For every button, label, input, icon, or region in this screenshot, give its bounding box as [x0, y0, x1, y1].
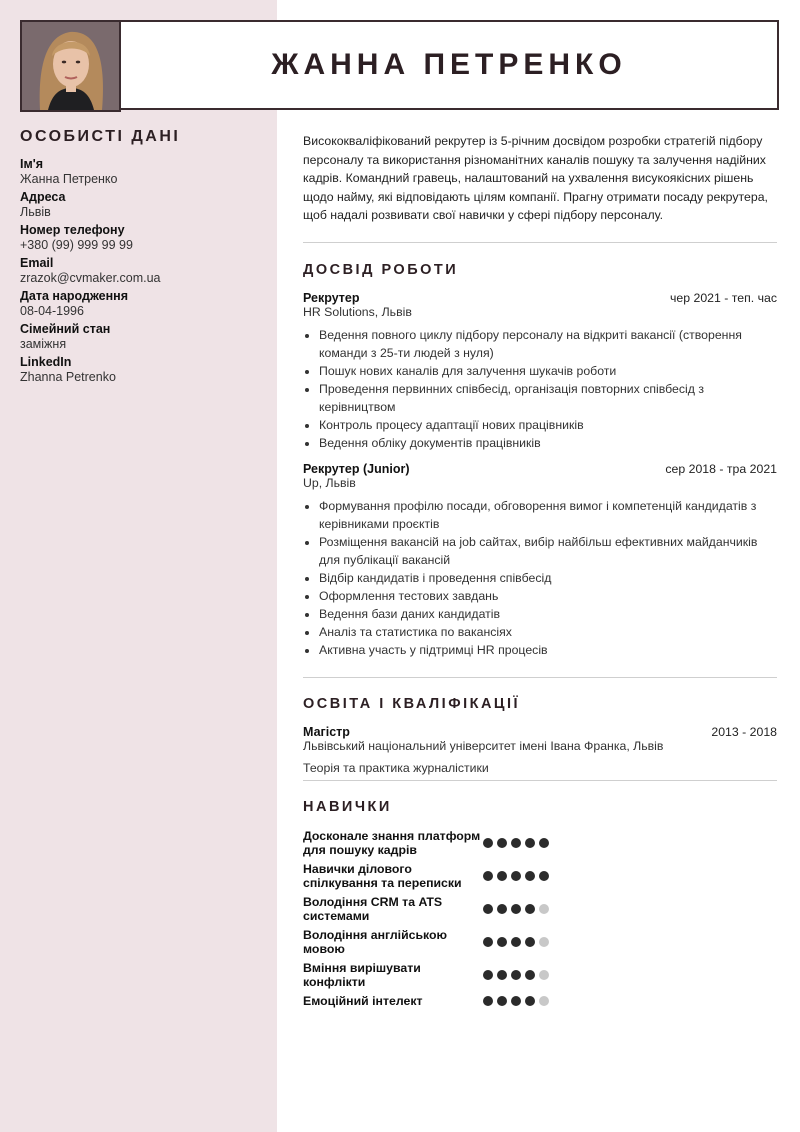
personal-info-label: Адреса — [20, 190, 66, 204]
skill-name: Вміння вирішувати конфлікти — [303, 960, 421, 989]
personal-info-value: заміжня — [20, 337, 67, 351]
job-company: HR Solutions, Львів — [303, 304, 412, 319]
divider — [303, 677, 777, 678]
skill-dot-filled — [525, 838, 535, 848]
skill-dot-empty — [539, 937, 549, 947]
job-title: Рекрутер — [303, 290, 360, 305]
portrait-image — [22, 22, 119, 110]
skill-dot-filled — [525, 970, 535, 980]
personal-info-value: Львів — [20, 205, 51, 219]
skill-dot-filled — [511, 937, 521, 947]
job-duty-item: • Відбір кандидатів і проведення співбесід — [319, 569, 777, 587]
skill-dot-filled — [511, 871, 521, 881]
skill-dot-filled — [525, 904, 535, 914]
job-company: Up, Львів — [303, 475, 356, 490]
education-school: Львівський національний університет імені Івана Франка, Львів — [303, 738, 664, 753]
skill-dot-empty — [539, 996, 549, 1006]
personal-info-item — [20, 190, 265, 220]
skill-dot-filled — [483, 904, 493, 914]
personal-info-section — [20, 128, 265, 388]
skill-dot-filled — [483, 970, 493, 980]
personal-info-item — [20, 157, 265, 187]
job-duty-item: • Проведення первинних співбесід, організація повторних співбесід з керівництвом — [319, 380, 777, 416]
skill-dot-filled — [497, 937, 507, 947]
job-duty-item: • Контроль процесу адаптації нових працівників — [319, 416, 777, 434]
skill-dot-filled — [483, 937, 493, 947]
job-title: Рекрутер (Junior) — [303, 461, 410, 476]
skill-dot-filled — [483, 838, 493, 848]
candidate-name: ЖАННА ПЕТРЕНКО — [271, 48, 627, 81]
skill-name: Навички ділового спілкування та переписки — [303, 861, 462, 890]
education-degree: Магістр — [303, 724, 350, 739]
education-header — [303, 725, 777, 739]
skill-dot-filled — [525, 937, 535, 947]
job-date: чер 2021 - теп. час — [669, 290, 777, 305]
skill-dot-filled — [483, 996, 493, 1006]
skills-title: НАВИЧКИ — [303, 798, 392, 815]
skill-row — [303, 895, 777, 923]
personal-info-label: Дата народження — [20, 289, 128, 303]
job-header — [303, 462, 777, 476]
skill-level-dots — [483, 838, 549, 848]
job-header — [303, 291, 777, 305]
skill-row — [303, 928, 777, 956]
personal-info-item — [20, 289, 265, 319]
job-duty-item: • Ведення обліку документів працівників — [319, 434, 777, 452]
job-duty-item: • Пошук нових каналів для залучення шукачів роботи — [319, 362, 777, 380]
personal-info-item — [20, 322, 265, 352]
profile-photo — [20, 20, 121, 112]
personal-info-value[interactable]: Zhanna Petrenko — [20, 370, 116, 384]
skill-dot-filled — [539, 838, 549, 848]
skill-dot-filled — [497, 838, 507, 848]
job-duty-item: • Аналіз та статистика по вакансіях — [319, 623, 777, 641]
skill-dot-filled — [511, 838, 521, 848]
divider — [303, 780, 777, 781]
skill-dot-filled — [511, 904, 521, 914]
skill-name: Володіння CRM та ATS системами — [303, 894, 443, 923]
skill-level-dots — [483, 937, 549, 947]
skill-dot-filled — [511, 970, 521, 980]
skill-level-dots — [483, 996, 549, 1006]
skill-dot-filled — [497, 904, 507, 914]
skill-dot-empty — [539, 970, 549, 980]
personal-info-label: Номер телефону — [20, 223, 125, 237]
job-date: сер 2018 - тра 2021 — [665, 461, 777, 476]
divider — [303, 242, 777, 243]
personal-info-value: 08-04-1996 — [20, 304, 84, 318]
personal-info-label: LinkedIn — [20, 355, 72, 369]
skill-dot-filled — [497, 996, 507, 1006]
job-duty-item: • Формування профілю посади, обговорення вимог і компетенцій кандидатів з керівниками проєктів — [319, 497, 777, 533]
profile-summary: Висококваліфікований рекрутер із 5-річним досвідом розробки стратегій підбору персоналу та використання різноманітних каналів пошуку та залучення надійних кадрів. Командний гравець, налаштований на ухвалення висукоякісних рішень щодо найму, які відповідають цілям компанії. Прагну отримати посаду рекрутера, щоб надалі розвивати свої навички у сфері підбору персоналу. — [303, 134, 768, 222]
personal-info-item — [20, 355, 265, 385]
personal-info-value[interactable]: zrazok@cvmaker.com.ua — [20, 271, 161, 285]
name-header — [121, 20, 779, 110]
personal-info-label: Ім'я — [20, 157, 43, 171]
skill-level-dots — [483, 871, 549, 881]
skill-dot-empty — [539, 904, 549, 914]
personal-info-label: Сімейний стан — [20, 322, 111, 336]
skill-row — [303, 961, 777, 989]
skills-list — [303, 829, 777, 1008]
skill-row — [303, 994, 777, 1008]
personal-info-item — [20, 256, 265, 286]
skill-dot-filled — [483, 871, 493, 881]
skill-dot-filled — [497, 970, 507, 980]
job-duties — [303, 497, 777, 659]
experience-title: ДОСВІД РОБОТИ — [303, 261, 459, 278]
job-duty-item: • Оформлення тестових завдань — [319, 587, 777, 605]
job-duty-item: • Активна участь у підтримці HR процесів — [319, 641, 777, 659]
job-duties — [303, 326, 777, 452]
skill-name: Досконале знання платформ для пошуку кадрів — [303, 828, 481, 857]
skill-dot-filled — [539, 871, 549, 881]
main-column — [303, 132, 777, 1013]
skill-name: Володіння англійською мовою — [303, 927, 448, 956]
job-entry — [303, 291, 777, 452]
job-entry — [303, 462, 777, 659]
personal-info-list — [20, 157, 265, 385]
personal-info-value: Жанна Петренко — [20, 172, 118, 186]
personal-info-title: ОСОБИСТІ ДАНІ — [20, 128, 181, 145]
education-subject: Теорія та практика журналістики — [303, 760, 489, 775]
job-duty-item: • Ведення бази даних кандидатів — [319, 605, 777, 623]
skill-dot-filled — [525, 996, 535, 1006]
skill-level-dots — [483, 970, 549, 980]
job-duty-item: • Розміщення вакансій на job сайтах, вибір найбільш ефективних майданчиків для публікації вакансій — [319, 533, 777, 569]
education-entry — [303, 725, 777, 776]
personal-info-item — [20, 223, 265, 253]
skill-dot-filled — [511, 996, 521, 1006]
education-date: 2013 - 2018 — [711, 724, 777, 739]
skill-level-dots — [483, 904, 549, 914]
education-title: ОСВІТА І КВАЛІФІКАЦІЇ — [303, 695, 521, 712]
skill-dot-filled — [525, 871, 535, 881]
personal-info-value: +380 (99) 999 99 99 — [20, 238, 133, 252]
skill-row — [303, 829, 777, 857]
skill-name: Емоційний інтелект — [303, 993, 423, 1008]
personal-info-label: Email — [20, 256, 54, 270]
skill-row — [303, 862, 777, 890]
skill-dot-filled — [497, 871, 507, 881]
job-duty-item: • Ведення повного циклу підбору персоналу на відкриті вакансії (створення команди з 25-ти людей з нуля) — [319, 326, 777, 362]
